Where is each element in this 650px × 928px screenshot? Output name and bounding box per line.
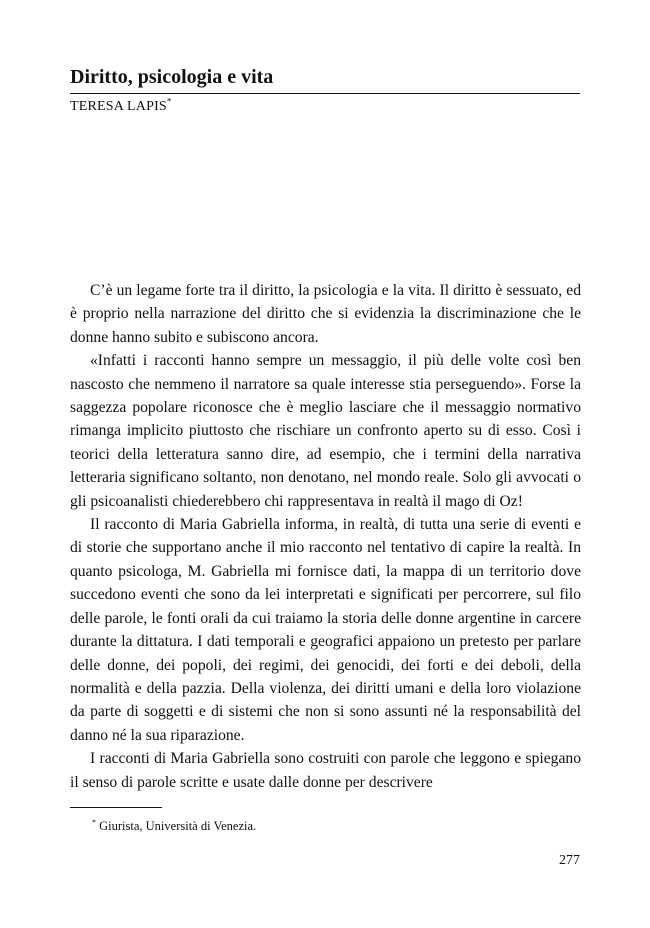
footnote-text: Giurista, Università di Venezia. — [96, 819, 257, 833]
footnote — [92, 818, 256, 834]
paragraph-4: I racconti di Maria Gabriella sono costruiti con parole che leggono e spiegano il senso di parole scritte e usate dalle donne per descrivere — [70, 750, 581, 791]
page-number: 277 — [559, 853, 580, 868]
author-footnote-mark: * — [166, 96, 172, 107]
paragraph-2: «Infatti i racconti hanno sempre un messaggio, il più delle volte così ben nascosto che nemmeno il narratore sa quale interesse stia perseguendo». Forse la saggezza popolare riconosce che è meglio lasciare che il messaggio normativo rimanga implicito piuttosto che rischiare un confronto aperto su di esso. Così i teorici della letteratura sanno dire, ad esempio, che i termini della narrativa letteraria significano soltanto, non denotano, nel mondo reale. Solo gli avvocati o gli psicoanalisti chiederebbero chi rappresentava in realtà il mago di Oz! — [70, 352, 581, 510]
article-body — [70, 279, 581, 794]
author-line — [70, 96, 580, 115]
footnote-mark: * — [92, 817, 96, 827]
footnote-divider — [70, 807, 162, 808]
paragraph-1: C’è un legame forte tra il diritto, la psicologia e la vita. Il diritto è sessuato, ed è proprio nella narrazione del diritto che si evidenzia la discriminazione che le donne hanno subito e subiscono ancora. — [70, 282, 581, 346]
article-title: Diritto, psicologia e vita — [70, 64, 580, 94]
article-header — [70, 64, 580, 115]
paragraph-3: Il racconto di Maria Gabriella informa, in realtà, di tutta una serie di eventi e di storie che supportano anche il mio racconto nel tentativo di capire la realtà. In quanto psicologa, M. Gabriella mi fornisce dati, la mappa di un territorio dove succedono eventi che sono da lei interpretati e significati per percorrere, sul filo delle parole, le fonti orali da cui traiamo la storia delle donne argentine in carcere durante la dittatura. I dati temporali e geografici appaiono un pretesto per parlare delle donne, dei popoli, dei regimi, dei genocidi, dei forti e dei deboli, della normalità e della pazzia. Della violenza, dei diritti umani e della loro violazione da parte di soggetti e di sistemi che non si sono assunti né la responsabilità del danno né la sua riparazione. — [70, 516, 581, 744]
author-name: TERESA LAPIS — [70, 99, 167, 114]
